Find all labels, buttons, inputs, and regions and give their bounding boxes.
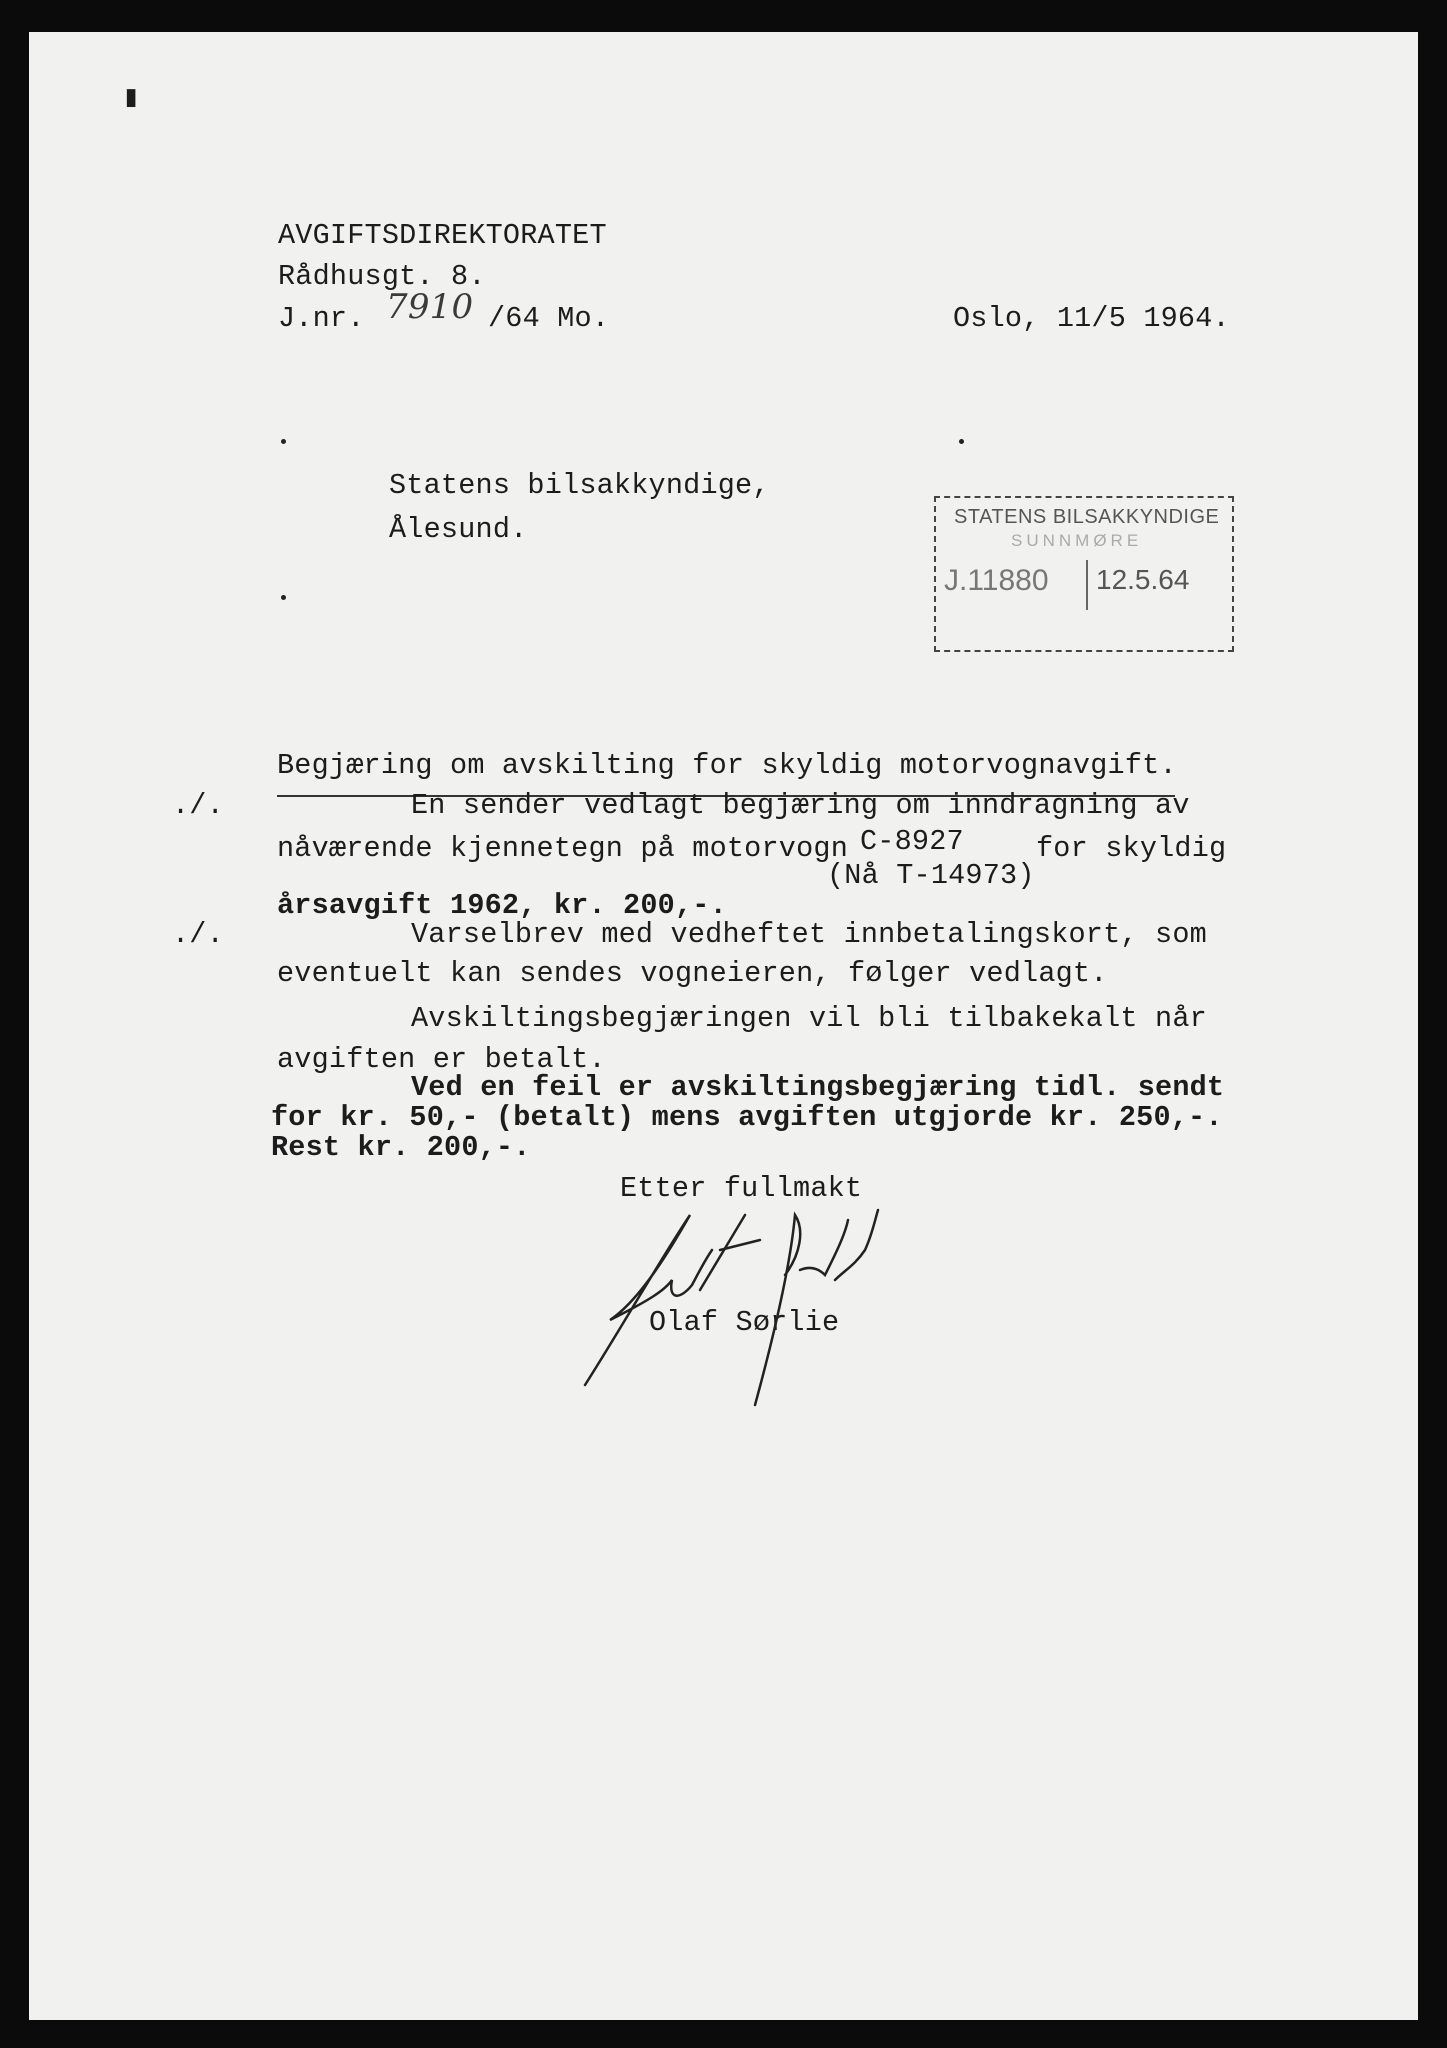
signatory-name: Olaf Sørlie [649,1306,840,1339]
body-line: Varselbrev med vedheftet innbetalingskort, som [411,918,1207,951]
organization-address: Rådhusgt. 8. [278,260,486,293]
body-line: eventuelt kan sendes vogneieren, følger vedlagt. [277,957,1108,990]
organization-name: AVGIFTSDIREKTORATET [278,219,607,252]
enclosure-mark: ./. [172,918,224,951]
journal-suffix: /64 Mo. [488,302,610,335]
recipient-city: Ålesund. [389,513,528,546]
body-line: årsavgift 1962, kr. 200,-. [277,889,727,922]
body-line: nåværende kjennetegn på motorvogn [277,832,848,865]
corner-mark: ▮ [122,82,141,116]
plate-number: C-8927 [860,825,964,858]
subject-line: Begjæring om avskilting for skyldig motorvognavgift. [277,749,1177,782]
body-line: for kr. 50,- (betalt) mens avgiften utgjorde kr. 250,-. [271,1101,1223,1134]
stamp-number: J.11880 [944,564,1049,597]
body-line: avgiften er betalt. [277,1043,606,1076]
closing-authority: Etter fullmakt [620,1172,863,1205]
new-plate-number: (Nå T-14973) [827,859,1035,892]
place-date: Oslo, 11/5 1964. [953,302,1230,335]
body-line: Rest kr. 200,-. [271,1131,531,1164]
stamp-date: 12.5.64 [1096,564,1190,595]
stamp-line1: STATENS BILSAKKYNDIGE [954,506,1220,528]
stamp-line2: SUNNMØRE [1011,531,1143,550]
body-line: Ved en feil er avskiltingsbegjæring tidl. sendt [411,1071,1225,1104]
body-line: Avskiltingsbegjæringen vil bli tilbakekalt når [411,1002,1207,1035]
enclosure-mark: ./. [172,789,224,822]
journal-prefix: J.nr. [278,302,365,335]
body-line: for skyldig [1036,832,1227,865]
body-line: En sender vedlagt begjæring om inndragning av [411,789,1190,822]
journal-number-handwritten: 7910 [386,287,474,327]
recipient-name: Statens bilsakkyndige, [389,469,770,502]
